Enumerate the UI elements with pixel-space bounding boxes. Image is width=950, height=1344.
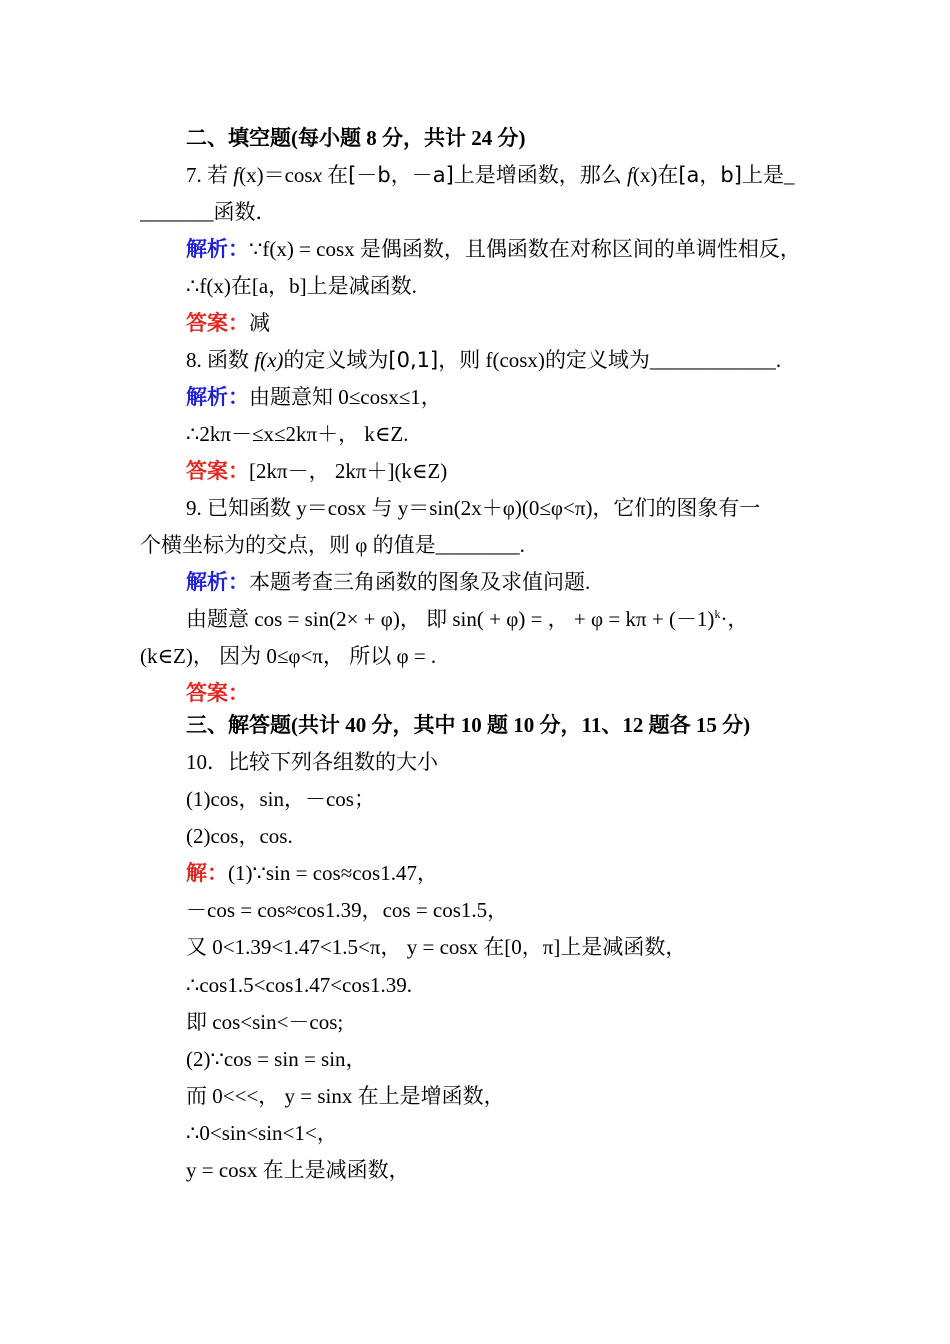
question-9-analysis-line2: 由题意 cos = sin(2× + φ)， 即 sin( + φ) = ， + $\varphi = k\pi + (-1)^k\cdot$，: [186, 607, 749, 631]
question-7-analysis: 解析：∵f(x) = cosx 是偶函数，且偶函数在对称区间的单调性相反，: [186, 237, 801, 261]
question-10-stem: 10．比较下列各组数的大小: [186, 750, 438, 774]
analysis-label: 解析：: [186, 385, 249, 409]
question-7-stem: 7. 若 f(x)＝cosx 在[－b，－a]上是增函数，那么 f(x)在[a，b]上是_: [186, 163, 795, 187]
question-9-analysis-line3: (k∈Z)， 因为 0≤φ<π， 所以 φ = .: [140, 644, 437, 668]
question-9-stem-cont: 个横坐标为的交点，则 φ 的值是________.: [140, 533, 525, 557]
solution-line: (2)∵cos = sin = sin，: [186, 1047, 367, 1071]
question-8-analysis-line2: ∴2kπ－≤x≤2kπ＋， k∈Z.: [186, 422, 409, 446]
question-7-analysis-line2: ∴f(x)在[a，b]上是减函数.: [186, 274, 417, 298]
solution-line: ∴0<sin<sin<1<，: [186, 1121, 338, 1145]
question-8-analysis: 解析：由题意知 0≤cosx≤1，: [186, 385, 442, 409]
question-7-answer: 答案：减: [186, 311, 270, 335]
question-9-stem: 9. 已知函数 y＝cosx 与 y＝sin(2x＋φ)(0≤φ<π)，它们的图象有一: [186, 496, 761, 520]
question-10-part1: (1)cos，sin，－cos；: [186, 787, 375, 811]
solution-label: 解：: [186, 861, 228, 885]
question-7-stem-cont: _______函数．: [140, 200, 277, 224]
question-8-stem: 8. 函数 f(x)的定义域为[0,1]，则 f(cosx)的定义域为____________.: [186, 348, 782, 372]
analysis-label: 解析：: [186, 570, 249, 594]
solution-line: 即 cos<sin<－cos;: [186, 1010, 344, 1034]
question-8-answer: 答案：[2kπ－， 2kπ＋](k∈Z): [186, 459, 448, 483]
answer-label: 答案：: [186, 681, 249, 705]
question-10-part2: (2)cos，cos.: [186, 824, 293, 848]
section-heading: 三、解答题(共计 40 分，其中 10 题 10 分，11、12 题各 15 分): [186, 713, 751, 737]
solution-line: －cos = cos≈cos1.39，cos = cos1.5，: [186, 898, 509, 922]
solution-line: 又 0<1.39<1.47<1.5<π， y = cosx 在[0，π]上是减函数，: [186, 935, 687, 959]
solution-line: 而 0<<<， y = sinx 在上是增函数，: [186, 1084, 505, 1108]
answer-label: 答案：: [186, 459, 249, 483]
answer-label: 答案：: [186, 311, 249, 335]
analysis-label: 解析：: [186, 237, 249, 261]
section-heading: 二、填空题(每小题 8 分，共计 24 分): [186, 126, 526, 150]
solution-line: ∴cos1.5<cos1.47<cos1.39.: [186, 973, 413, 997]
question-10-solution: 解：(1)∵sin = cos≈cos1.47，: [186, 861, 438, 885]
question-9-answer: [186, 678, 249, 708]
question-9-analysis: 解析：本题考查三角函数的图象及求值问题.: [186, 570, 591, 594]
solution-line: y = cosx 在上是减函数，: [186, 1158, 410, 1182]
